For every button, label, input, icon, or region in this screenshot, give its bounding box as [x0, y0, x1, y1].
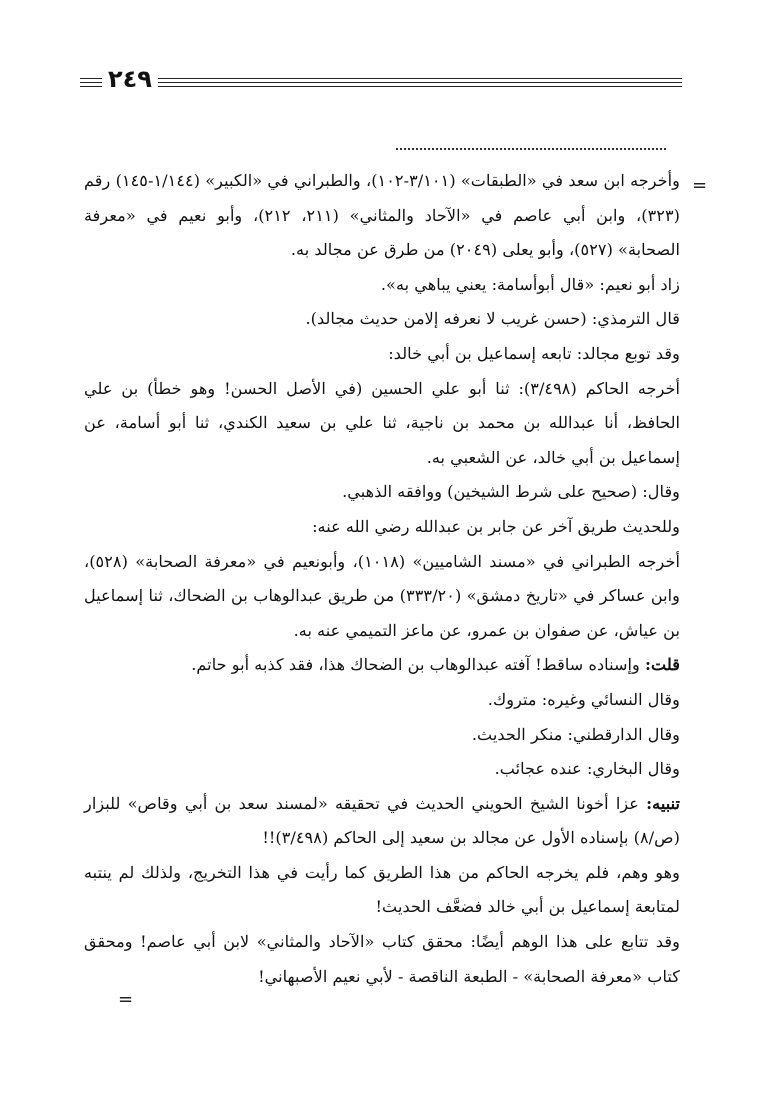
paragraph: تنبيه: عزا أخونا الشيخ الحويني الحديث في تحقيقه «لمسند سعد بن أبي وقاص» للبزار (ص/٨) بإسناده الأول عن مجالد بن سعيد إلى الحاكم (٣/٤٩٨)!! — [84, 793, 680, 848]
continuation-mark-top: = — [692, 175, 708, 196]
paragraph: وللحديث طريق آخر عن جابر بن عبدالله رضي الله عنه: — [312, 516, 680, 536]
page-number: ٢٤٩ — [102, 66, 158, 92]
footnote-text — [84, 164, 680, 994]
footnote-separator — [396, 148, 666, 150]
paragraph: وقال البخاري: عنده عجائب. — [494, 759, 680, 779]
paragraph: وقال النسائي وغيره: متروك. — [487, 689, 680, 709]
continuation-mark-bottom: = — [118, 989, 134, 1010]
paragraph: زاد أبو نعيم: «قال أبوأسامة: يعني يباهي به». — [380, 274, 680, 294]
paragraph: وقد توبع مجالد: تابعه إسماعيل بن أبي خالد: — [388, 343, 680, 363]
paragraph: أخرجه الطبراني في «مسند الشاميين» (١٠١٨)، وأبونعيم في «معرفة الصحابة» (٥٢٨)، وابن عساكر في «تاريخ دمشق» (٣٣٣/٢٠) من طريق عبدالوهاب بن الضحاك، ثنا إسماعيل بن عياش، عن صفوان بن عمرو، عن ماعز التميمي عنه به. — [84, 551, 680, 640]
page-header — [80, 64, 682, 98]
lead-tanbih: تنبيه: — [646, 793, 680, 813]
paragraph: وأخرجه ابن سعد في «الطبقات» (٣/١٠١-١٠٢)، والطبراني في «الكبير» (١/١٤٤-١٤٥) رقم (٣٢٣)، وابن أبي عاصم في «الآحاد والمثاني» (٢١١، ٢١٢)، وأبو نعيم في «معرفة الصحابة» (٥٢٧)، وأبو يعلى (٢٠٤٩) من طرق عن مجالد به. — [84, 171, 681, 260]
paragraph: وهو وهم، فلم يخرجه الحاكم من هذا الطريق كما رأيت في هذا التخريج، ولذلك لم ينتبه لمتابعة إسماعيل بن أبي خالد فضعَّف الحديث! — [84, 862, 680, 917]
header-rule-bottom — [80, 86, 682, 87]
lead-qultu: قلت: — [645, 655, 680, 675]
header-rule-middle — [80, 82, 682, 83]
paragraph: وقال: (صحيح على شرط الشيخين) ووافقه الذهبي. — [342, 482, 680, 502]
paragraph: قلت: وإسناده ساقط! آفته عبدالوهاب بن الضحاك هذا، فقد كذبه أبو حاتم. — [191, 655, 680, 675]
paragraph: قال الترمذي: (حسن غريب لا نعرفه إلامن حديث مجالد). — [305, 309, 680, 329]
paragraph: وقد تتابع على هذا الوهم أيضًا: محقق كتاب «الآحاد والمثاني» لابن أبي عاصم! ومحقق كتاب «معرفة الصحابة» - الطبعة الناقصة - لأبي نعيم الأصبهاني! — [84, 932, 680, 986]
paragraph: أخرجه الحاكم (٣/٤٩٨): ثنا أبو علي الحسين (في الأصل الحسن! وهو خطأ) بن علي الحافظ، أنا عبدالله بن محمد بن ناجية، ثنا علي بن سعيد الكندي، ثنا أبو أسامة، عن إسماعيل بن أبي خالد، عن الشعبي به. — [84, 378, 680, 467]
header-rule-top — [80, 78, 682, 79]
paragraph: وقال الدارقطني: منكر الحديث. — [471, 724, 680, 744]
